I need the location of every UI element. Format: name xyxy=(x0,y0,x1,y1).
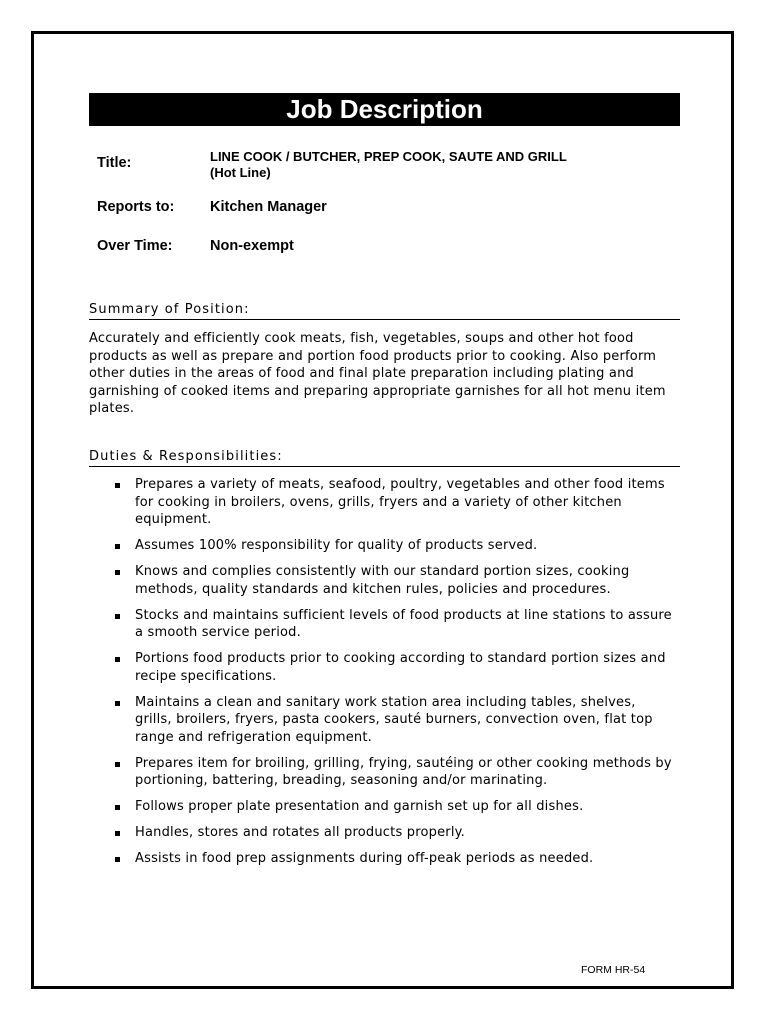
bullet-icon xyxy=(115,805,120,810)
list-item-text: Knows and complies consistently with our standard portion sizes, cooking methods, quality standards and kitchen rules, policies and procedures. xyxy=(135,564,630,597)
bullet-icon xyxy=(115,701,120,706)
bullet-icon xyxy=(115,857,120,862)
list-item-text: Prepares item for broiling, grilling, frying, sautéing or other cooking methods by portioning, battering, breading, seasoning and/or marinating. xyxy=(135,755,672,788)
document-title: Job Description xyxy=(89,93,680,126)
bullet-icon xyxy=(115,831,120,836)
bullet-icon xyxy=(115,570,120,575)
title-value-line1: LINE COOK / BUTCHER, PREP COOK, SAUTE AND GRILL xyxy=(210,149,567,164)
summary-text: Accurately and efficiently cook meats, fish, vegetables, soups and other hot food products as well as prepare and portion food products prior to cooking. Also perform other duties in the areas of food and final plate preparation including plating and garnishing of cooked items and preparing appropriate garnishes for all hot menu item plates. xyxy=(89,331,666,416)
over-time-label: Over Time: xyxy=(97,238,173,254)
summary-heading: Summary of Position: xyxy=(89,301,680,320)
list-item-text: Handles, stores and rotates all products properly. xyxy=(135,825,466,840)
duties-heading: Duties & Responsibilities: xyxy=(89,448,680,467)
title-value xyxy=(210,149,567,181)
bullet-icon xyxy=(115,544,120,549)
title-value-line2: (Hot Line) xyxy=(210,165,271,180)
list-item xyxy=(113,850,673,868)
over-time-value: Non-exempt xyxy=(210,238,294,254)
list-item xyxy=(113,476,673,529)
list-item xyxy=(113,650,673,685)
list-item-text: Maintains a clean and sanitary work station area including tables, shelves, grills, broilers, fryers, pasta cookers, sauté burners, convection oven, flat top range and refrigeration equipment. xyxy=(135,694,653,745)
bullet-icon xyxy=(115,657,120,662)
form-number: FORM HR-54 xyxy=(581,964,646,976)
list-item xyxy=(113,563,673,598)
bullet-icon xyxy=(115,614,120,619)
title-label: Title: xyxy=(97,155,132,171)
list-item-text: Assists in food prep assignments during off-peak periods as needed. xyxy=(135,851,594,866)
list-item xyxy=(113,824,673,842)
duties-list xyxy=(113,476,673,876)
list-item xyxy=(113,798,673,816)
bullet-icon xyxy=(115,483,120,488)
list-item-text: Follows proper plate presentation and garnish set up for all dishes. xyxy=(135,799,584,814)
list-item-text: Prepares a variety of meats, seafood, poultry, vegetables and other food items for cooking in broilers, ovens, grills, fryers and a variety of other kitchen equipment. xyxy=(135,477,665,527)
list-item-text: Stocks and maintains sufficient levels of food products at line stations to assure a smooth service period. xyxy=(135,607,672,640)
reports-to-value: Kitchen Manager xyxy=(210,199,327,215)
list-item xyxy=(113,537,673,555)
bullet-icon xyxy=(115,762,120,767)
list-item xyxy=(113,755,673,790)
reports-to-label: Reports to: xyxy=(97,199,175,215)
list-item xyxy=(113,694,673,747)
list-item xyxy=(113,607,673,642)
list-item-text: Portions food products prior to cooking according to standard portion sizes and recipe specifications. xyxy=(135,651,666,684)
list-item-text: Assumes 100% responsibility for quality of products served. xyxy=(135,538,538,553)
